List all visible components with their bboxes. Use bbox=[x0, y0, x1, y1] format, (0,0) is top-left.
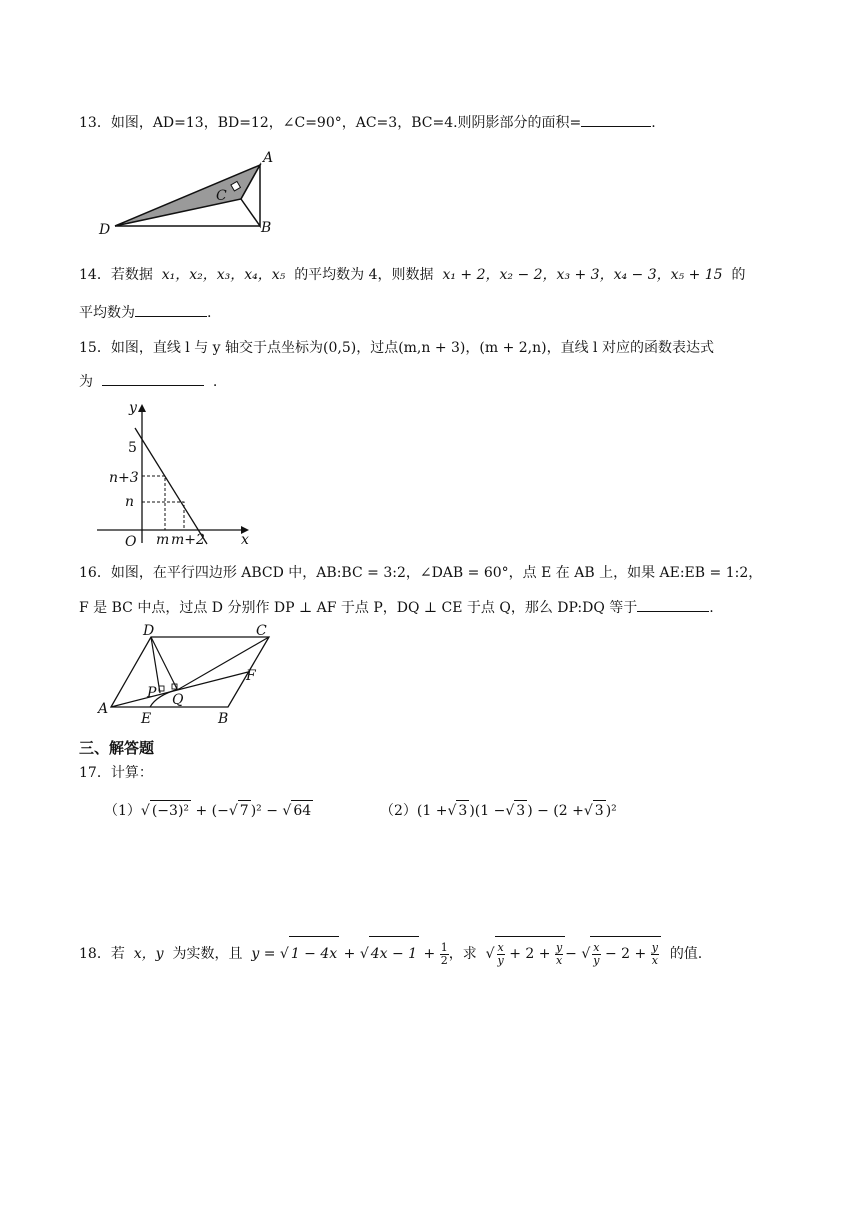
q17-part2 bbox=[380, 800, 617, 821]
q16-label-e: E bbox=[141, 711, 152, 727]
q15-period: . bbox=[212, 374, 218, 390]
q17-p1-radicand-2: 7 bbox=[238, 800, 251, 821]
q17-p2-sqrt1-sign: √ bbox=[447, 803, 457, 819]
q14-line1 bbox=[79, 265, 746, 285]
q18-e1-mid: + 2 + bbox=[509, 946, 551, 962]
q15-label-x: x bbox=[241, 532, 249, 548]
q14-line2 bbox=[79, 302, 211, 323]
q15-label-n: n bbox=[125, 494, 135, 510]
q13-label-d: D bbox=[99, 222, 111, 238]
q15-label-n3: n+3 bbox=[109, 470, 139, 486]
q15-dash-n bbox=[142, 502, 184, 530]
q14-prefix: 14．若数据 bbox=[79, 267, 153, 283]
q18-mid: 为实数，且 bbox=[172, 946, 243, 962]
q18-e2-xd: y bbox=[593, 953, 600, 967]
q17-p1-radicand-1: (−3)² bbox=[150, 800, 191, 821]
q14-mid: 的平均数为 4，则数据 bbox=[294, 267, 434, 283]
q15-line2 bbox=[79, 371, 217, 392]
q16-label-a: A bbox=[98, 701, 109, 717]
q18-line bbox=[79, 936, 702, 971]
q18-expr2-sqrt-sign: √ bbox=[581, 946, 591, 962]
q16-answer-blank[interactable] bbox=[637, 597, 709, 612]
q18-sqrt1-sign: √ bbox=[279, 946, 289, 962]
q16-line2 bbox=[79, 597, 714, 618]
q17-p1-label: （1） bbox=[104, 803, 141, 819]
section-heading: 三、解答题 bbox=[79, 739, 155, 757]
q16-line1 bbox=[79, 563, 762, 583]
q15-label-m: m bbox=[156, 532, 170, 548]
q17-part1 bbox=[104, 800, 313, 821]
q18-plus-2: + bbox=[423, 946, 436, 962]
q18-expr1-sqrt-sign: √ bbox=[485, 946, 495, 962]
q18-radicand-1: 1 − 4x bbox=[289, 936, 339, 971]
q18-e1-xn: x bbox=[497, 940, 504, 954]
q13-figure bbox=[95, 150, 295, 240]
q17-title bbox=[79, 763, 153, 783]
q15-line-l bbox=[135, 428, 207, 544]
q18-prefix: 18．若 bbox=[79, 946, 125, 962]
q14-avg-label: 平均数为 bbox=[79, 305, 135, 321]
q18-e2-yn: y bbox=[651, 940, 658, 954]
q18-e1-yn: y bbox=[555, 940, 563, 954]
q16-period: . bbox=[709, 600, 714, 616]
q18-radicand-2: 4x − 1 bbox=[369, 936, 419, 971]
q13-period: . bbox=[651, 115, 656, 131]
q13-label-c: C bbox=[216, 188, 227, 204]
q15-label-o: O bbox=[125, 534, 137, 550]
q17-p1-radicand-3: 64 bbox=[291, 800, 313, 821]
q15-line1 bbox=[79, 338, 714, 358]
q14-vars: x₁，x₂，x₃，x₄，x₅ bbox=[161, 267, 286, 283]
q15-figure bbox=[95, 398, 265, 548]
q14-exprs: x₁ + 2，x₂ − 2，x₃ + 3，x₄ − 3，x₅ + 15 bbox=[442, 267, 723, 283]
q14-suffix: 的 bbox=[731, 267, 746, 283]
q15-question: 15．如图，直线 l 与 y 轴交于点坐标为(0,5)，过点(m,n + 3)，(m + 2,n)，直线 l 对应的函数表达式 bbox=[79, 340, 714, 356]
q18-expr2 bbox=[590, 936, 661, 971]
q17-p1-sqrt-sign: √ bbox=[140, 803, 150, 819]
q18-half bbox=[440, 942, 449, 967]
q16-label-f: F bbox=[246, 668, 256, 684]
q13-text bbox=[79, 112, 656, 133]
q18-e1-xd: y bbox=[497, 953, 504, 967]
q13-answer-blank[interactable] bbox=[581, 112, 651, 127]
q16-question-2: F 是 BC 中点，过点 D 分别作 DP ⊥ AF 于点 P，DQ ⊥ CE 于点 Q，那么 DP:DQ 等于 bbox=[79, 600, 638, 616]
q15-label-5: 5 bbox=[128, 440, 137, 456]
q13-question: 13．如图，AD=13，BD=12，∠C=90°，AC=3，BC=4.则阴影部分的面积= bbox=[79, 115, 582, 131]
q17-p2-radicand-3: 3 bbox=[593, 800, 606, 821]
q18-half-num: 1 bbox=[440, 940, 448, 954]
q17-title-text: 17．计算： bbox=[79, 765, 153, 781]
q16-label-c: C bbox=[256, 623, 267, 639]
q17-p2-label: （2） bbox=[380, 803, 417, 819]
q18-minus: − bbox=[565, 946, 577, 962]
q15-label: 为 bbox=[79, 374, 93, 390]
q13-label-b: B bbox=[261, 220, 272, 236]
q17-p2-g: )² bbox=[605, 803, 617, 819]
q18-half-den: 2 bbox=[440, 953, 448, 967]
q16-label-q: Q bbox=[172, 692, 184, 708]
q16-label-p: P bbox=[147, 685, 157, 701]
q17-p1-part-d: )² − bbox=[250, 803, 278, 819]
q18-sqrt2-sign: √ bbox=[359, 946, 369, 962]
q18-e2-xn: x bbox=[593, 940, 600, 954]
q15-answer-blank[interactable] bbox=[102, 371, 204, 386]
q18-plus-1: + bbox=[343, 946, 356, 962]
q18-expr1 bbox=[495, 936, 566, 971]
q17-p2-radicand-1: 3 bbox=[456, 800, 469, 821]
q13-shaded-region bbox=[115, 165, 260, 226]
q14-period: . bbox=[207, 305, 212, 321]
q16-label-d: D bbox=[143, 623, 155, 639]
q17-p2-c: )(1 − bbox=[469, 803, 506, 819]
q17-p1-sqrt3-sign: √ bbox=[282, 803, 292, 819]
q18-e1-yd: x bbox=[555, 953, 563, 967]
q15-dash-n3 bbox=[142, 476, 165, 530]
q18-e2-yd: x bbox=[651, 953, 658, 967]
q16-question-1: 16．如图，在平行四边形 ABCD 中，AB:BC = 3:2，∠DAB = 60°，点 E 在 AB 上，如果 AE:EB = 1:2， bbox=[79, 565, 763, 581]
q17-p2-radicand-2: 3 bbox=[514, 800, 527, 821]
q18-e2-mid: − 2 + bbox=[604, 946, 647, 962]
q13-label-a: A bbox=[263, 150, 274, 166]
q15-y-arrow bbox=[138, 404, 146, 412]
q17-p2-sqrt3-sign: √ bbox=[583, 803, 593, 819]
q17-p1-part-b: + (− bbox=[195, 803, 229, 819]
q14-answer-blank[interactable] bbox=[135, 302, 207, 317]
q15-label-y: y bbox=[129, 400, 137, 416]
q15-label-m2: m+2 bbox=[171, 532, 205, 548]
q18-y-eq: y = bbox=[251, 946, 276, 962]
q16-figure bbox=[95, 625, 295, 725]
q17-p1-sqrt2-sign: √ bbox=[228, 803, 238, 819]
q17-p2-e: ) − (2 + bbox=[527, 803, 584, 819]
q18-tail: 的值. bbox=[669, 946, 703, 962]
q17-p2-sqrt2-sign: √ bbox=[505, 803, 515, 819]
q17-p2-a: (1 + bbox=[416, 803, 448, 819]
q16-label-b: B bbox=[218, 711, 229, 727]
q18-vars: x，y bbox=[133, 946, 164, 962]
q18-ask: ，求 bbox=[448, 946, 477, 962]
